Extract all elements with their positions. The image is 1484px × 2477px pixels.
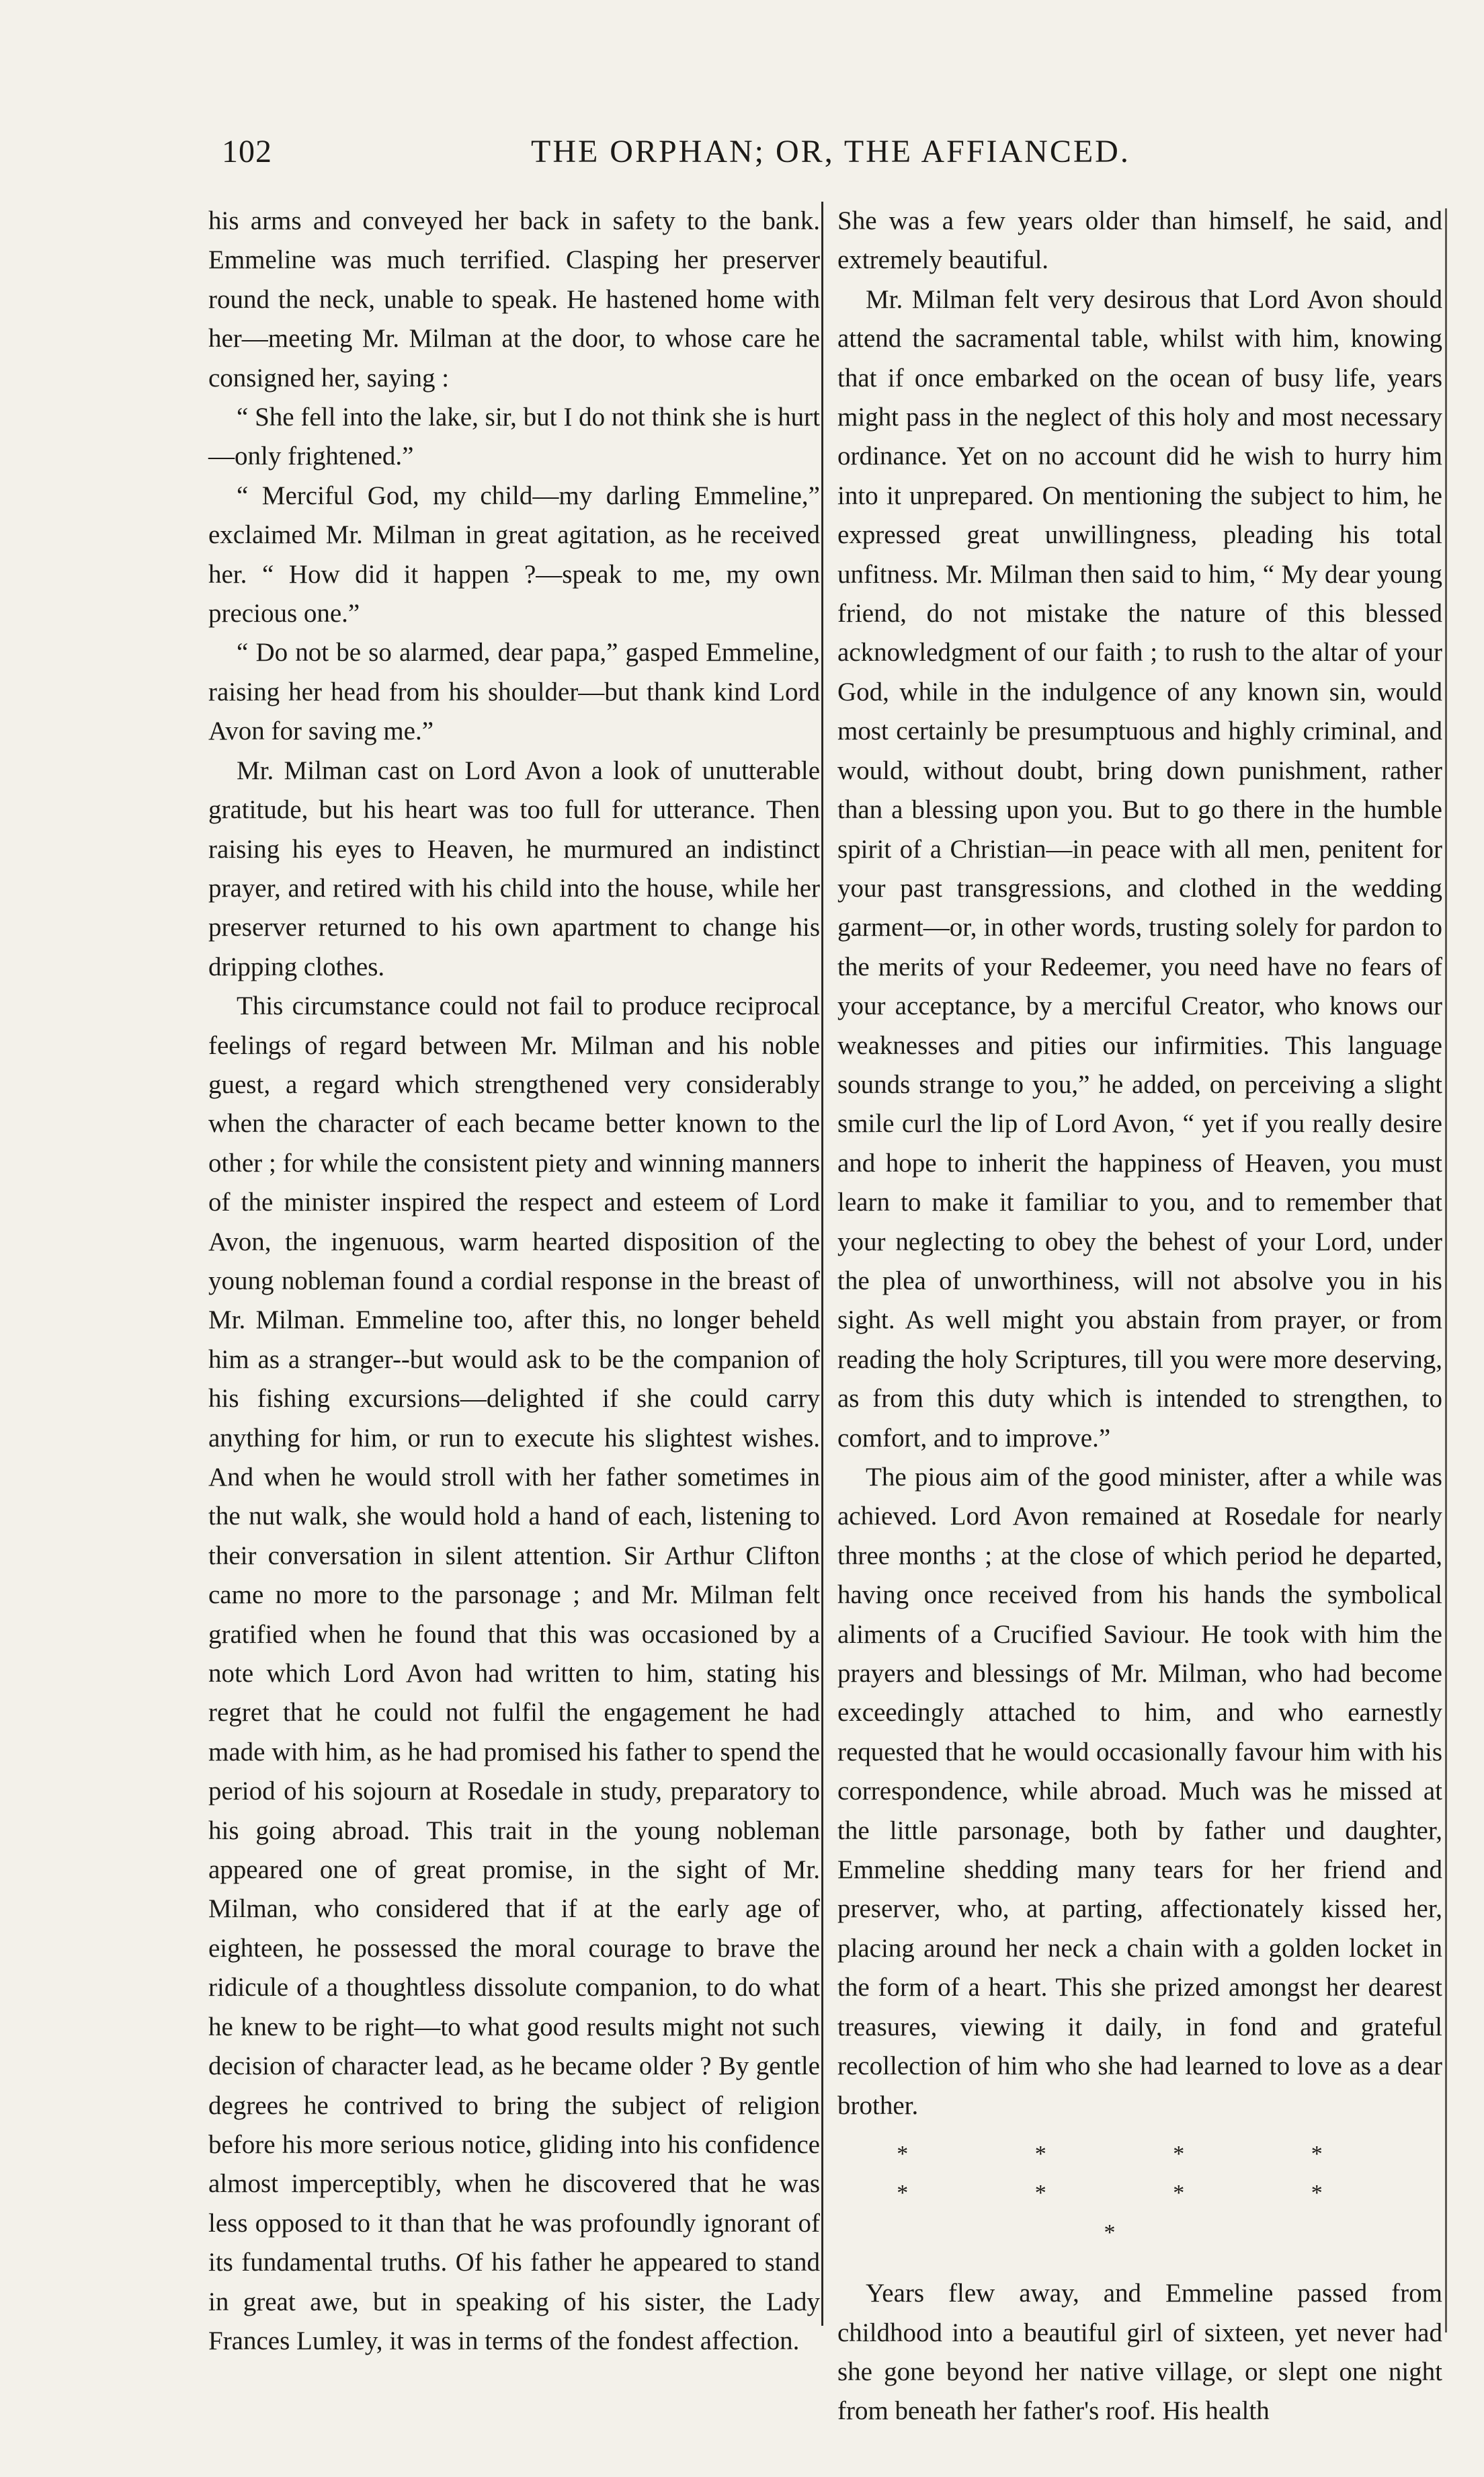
section-break-stars: * * * * * * * * *: [897, 2141, 1383, 2245]
page-edge-rule: [1445, 208, 1447, 2332]
paragraph: She was a few years older than himself, he said, and extremely beautiful.: [837, 206, 1442, 275]
paragraph: This circumstance could not fail to produce reciprocal feelings of regard between Mr. Milman and his noble guest, a regard which strengthened very considerably when the character of each became better known to the other ; for while the consistent piety and winning manners of the minister inspired the respect and esteem of Lord Avon, the ingenuous, warm hearted disposition of the young nobleman found a cordial response in the breast of Mr. Milman. Emmeline too, after this, no longer beheld him as a stranger--but would ask to be the companion of his fishing excursions—delighted if she could carry anything for him, or run to execute his slightest wishes. And when he would stroll with her father sometimes in the nut walk, she would hold a hand of each, listening to their conversation in silent attention. Sir Arthur Clifton came no more to the parsonage ; and Mr. Milman felt gratified when he found that this was occasioned by a note which Lord Avon had written to him, stating his regret that he could not fulfil the engagement he had made with him, as he had promised his father to spend the period of his sojourn at Rosedale in study, preparatory to his going abroad. This trait in the young nobleman appeared one of great promise, in the sight of Mr. Milman, who considered that if at the early age of eighteen, he possessed the moral courage to brave the ridicule of a thoughtless dissolute companion, to do what he knew to be right—to what good results might not such decision of character lead, as he became older ? By gentle degrees he contrived to bring the subject of religion before his more serious notice, gliding into his confidence almost imperceptibly, when he discovered that he was less opposed to it than that he was profoundly ignorant of its fundamental truths. Of his father he appeared to stand in great awe, but in speaking of his sister, the Lady Frances Lumley, it was in terms of the fondest affection.: [208, 991, 820, 2355]
paragraph: Mr. Milman cast on Lord Avon a look of unutterable gratitude, but his heart was too full for utterance. Then raising his eyes to Heaven, he murmured an indistinct prayer, and retired with his child into the house, while her preserver returned to his own apartment to change his dripping clothes.: [208, 756, 820, 981]
page-number: 102: [222, 134, 272, 169]
column-divider: [821, 202, 823, 2326]
paragraph: “ Do not be so alarmed, dear papa,” gasped Emmeline, raising her head from his shoulder—but thank kind Lord Avon for saving me.”: [208, 638, 820, 746]
paragraph: Years flew away, and Emmeline passed from childhood into a beautiful girl of sixteen, yet never had she gone beyond her native village, or slept one night from beneath her father's roof. His health: [837, 2279, 1442, 2426]
page-header: [202, 133, 1432, 194]
paragraph: Mr. Milman felt very desirous that Lord Avon should attend the sacramental table, whilst with him, knowing that if once embarked on the ocean of busy life, years might pass in the neglect of this holy and most necessary ordinance. Yet on no account did he wish to hurry him into it unprepared. On mentioning the subject to him, he expressed great unwillingness, pleading his total unfitness. Mr. Milman then said to him, “ My dear young friend, do not mistake the nature of this blessed acknowledgment of our faith ; to rush to the altar of your God, while in the indulgence of any known sin, would most certainly be presumptuous and highly criminal, and would, without doubt, bring down punishment, rather than a blessing upon you. But to go there in the humble spirit of a Christian—in peace with all men, penitent for your past transgressions, and clothed in the wedding garment—or, in other words, trusting solely for pardon to the merits of your Redeemer, you need have no fears of your acceptance, by a merciful Creator, who knows our weaknesses and pities our infirmities. This language sounds strange to you,” he added, on perceiving a slight smile curl the lip of Lord Avon, “ yet if you really desire and hope to inherit the happiness of Heaven, you must learn to make it familiar to you, and to remember that your neglecting to obey the behest of your Lord, under the plea of unworthiness, will not absolve you in his sight. As well might you abstain from prayer, or from reading the holy Scriptures, till you were more deserving, as from this duty which is intended to strengthen, to comfort, and to improve.”: [837, 284, 1442, 1453]
paragraph: “ Merciful God, my child—my darling Emmeline,” exclaimed Mr. Milman in great agitation, as he received her. “ How did it happen ?—speak to me, my own precious one.”: [208, 481, 820, 628]
right-column: [837, 202, 1442, 2426]
left-column: [208, 202, 820, 2355]
running-title: THE ORPHAN; OR, THE AFFIANCED.: [531, 134, 1130, 169]
paragraph: his arms and conveyed her back in safety to the bank. Emmeline was much terrified. Clasping her preserver round the neck, unable to speak. He hastened home with her—meeting Mr. Milman at the door, to whose care he consigned her, saying :: [208, 206, 820, 393]
paragraph: “ She fell into the lake, sir, but I do not think she is hurt—only frightened.”: [208, 403, 820, 471]
paragraph: The pious aim of the good minister, after a while was achieved. Lord Avon remained at Rosedale for nearly three months ; at the close of which period he departed, having once received from his hands the symbolical aliments of a Crucified Saviour. He took with him the prayers and blessings of Mr. Milman, who had become exceedingly attached to him, and who earnestly requested that he would occasionally favour him with his correspondence, while abroad. Much was he missed at the little parsonage, both by father und daughter, Emmeline shedding many tears for her friend and preserver, who, at parting, affectionately kissed her, placing around her neck a chain with a golden locket in the form of a heart. This she prized amongst her dearest treasures, viewing it daily, in fond and grateful recollection of him who she had learned to love as a dear brother.: [837, 1463, 1442, 2120]
